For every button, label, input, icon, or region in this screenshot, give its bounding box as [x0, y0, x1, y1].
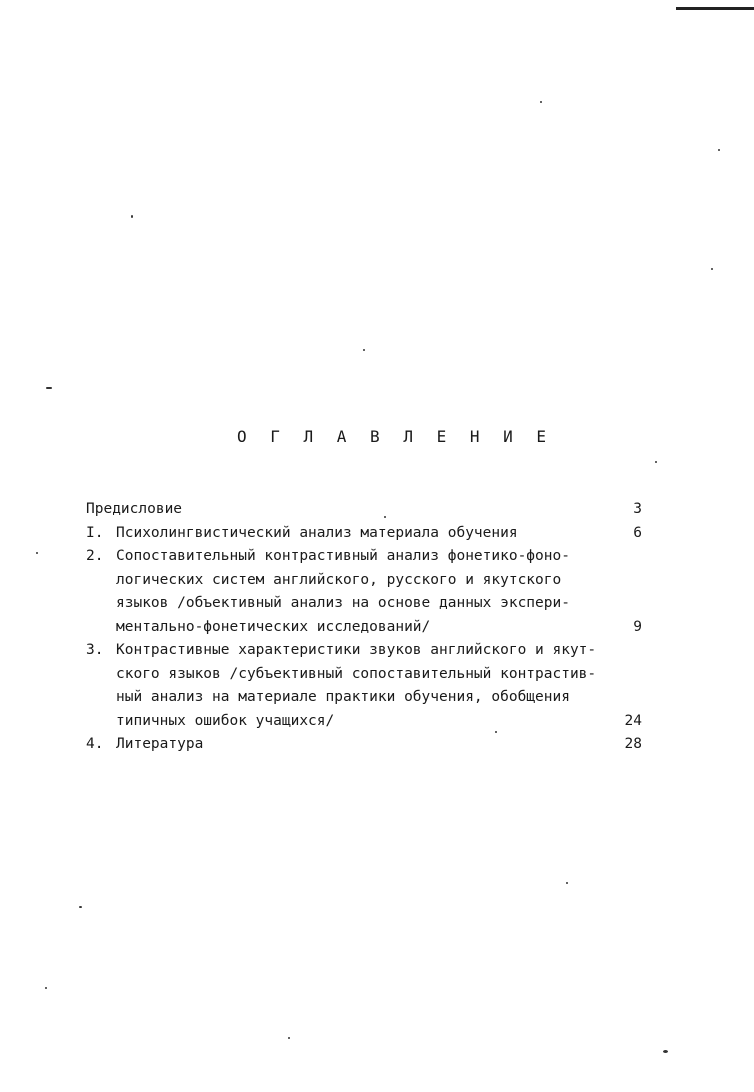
toc-entry-3[interactable] — [86, 639, 642, 733]
toc-entry-line: Сопоставительный контрастивный анализ фонетико-фоно- — [116, 548, 570, 564]
toc-entry-line: языков /объективный анализ на основе данных экспери- — [116, 595, 570, 611]
scan-speck — [540, 101, 542, 103]
toc-page-number: 6 — [633, 524, 642, 541]
table-of-contents — [86, 498, 642, 757]
scan-speck — [288, 1037, 290, 1039]
scan-speck — [566, 882, 568, 884]
toc-entry-2[interactable] — [86, 545, 642, 639]
toc-entry-line: Психолингвистический анализ материала обучения — [116, 524, 518, 541]
scan-edge-mark — [676, 7, 754, 10]
toc-entry-number: 2. — [86, 548, 104, 564]
scan-speck — [384, 516, 386, 518]
toc-entry-line: Литература — [116, 736, 204, 752]
toc-entry-number: 3. — [86, 642, 104, 658]
toc-entry-line: типичных ошибок учащихся/ — [116, 712, 335, 729]
toc-page-number: 3 — [633, 501, 642, 517]
scan-speck — [711, 268, 713, 270]
scan-speck — [45, 987, 47, 989]
toc-entry-number: I. — [86, 524, 104, 541]
scan-speck — [655, 461, 657, 463]
toc-entry-4[interactable] — [86, 733, 642, 757]
toc-entry-preface[interactable] — [86, 498, 642, 522]
scan-speck — [718, 149, 720, 151]
toc-entry-line: логических систем английского, русского и якутского — [116, 571, 562, 588]
toc-entry-1[interactable] — [86, 522, 642, 546]
scan-speck — [363, 349, 365, 351]
scan-speck — [131, 215, 133, 218]
scan-speck — [79, 906, 82, 908]
scan-speck — [36, 552, 38, 554]
toc-entry-line: Контрастивные характеристики звуков английского и якут- — [116, 642, 597, 658]
toc-heading: О Г Л А В Л Е Н И Е — [236, 427, 554, 446]
scan-speck — [663, 1050, 668, 1053]
toc-entry-line: ный анализ на материале практики обучения, обобщения — [116, 689, 570, 705]
scan-speck — [46, 387, 52, 389]
toc-page-number: 9 — [633, 618, 642, 635]
toc-page-number: 28 — [624, 736, 642, 752]
toc-entry-line: ского языков /субъективный сопоставительный контрастив- — [116, 665, 597, 682]
toc-page-number: 24 — [624, 712, 642, 729]
toc-entry-line: ментально-фонетических исследований/ — [116, 618, 431, 635]
toc-entry-number: 4. — [86, 736, 104, 752]
scan-speck — [495, 731, 497, 733]
toc-entry-title: Предисловие — [86, 501, 183, 517]
